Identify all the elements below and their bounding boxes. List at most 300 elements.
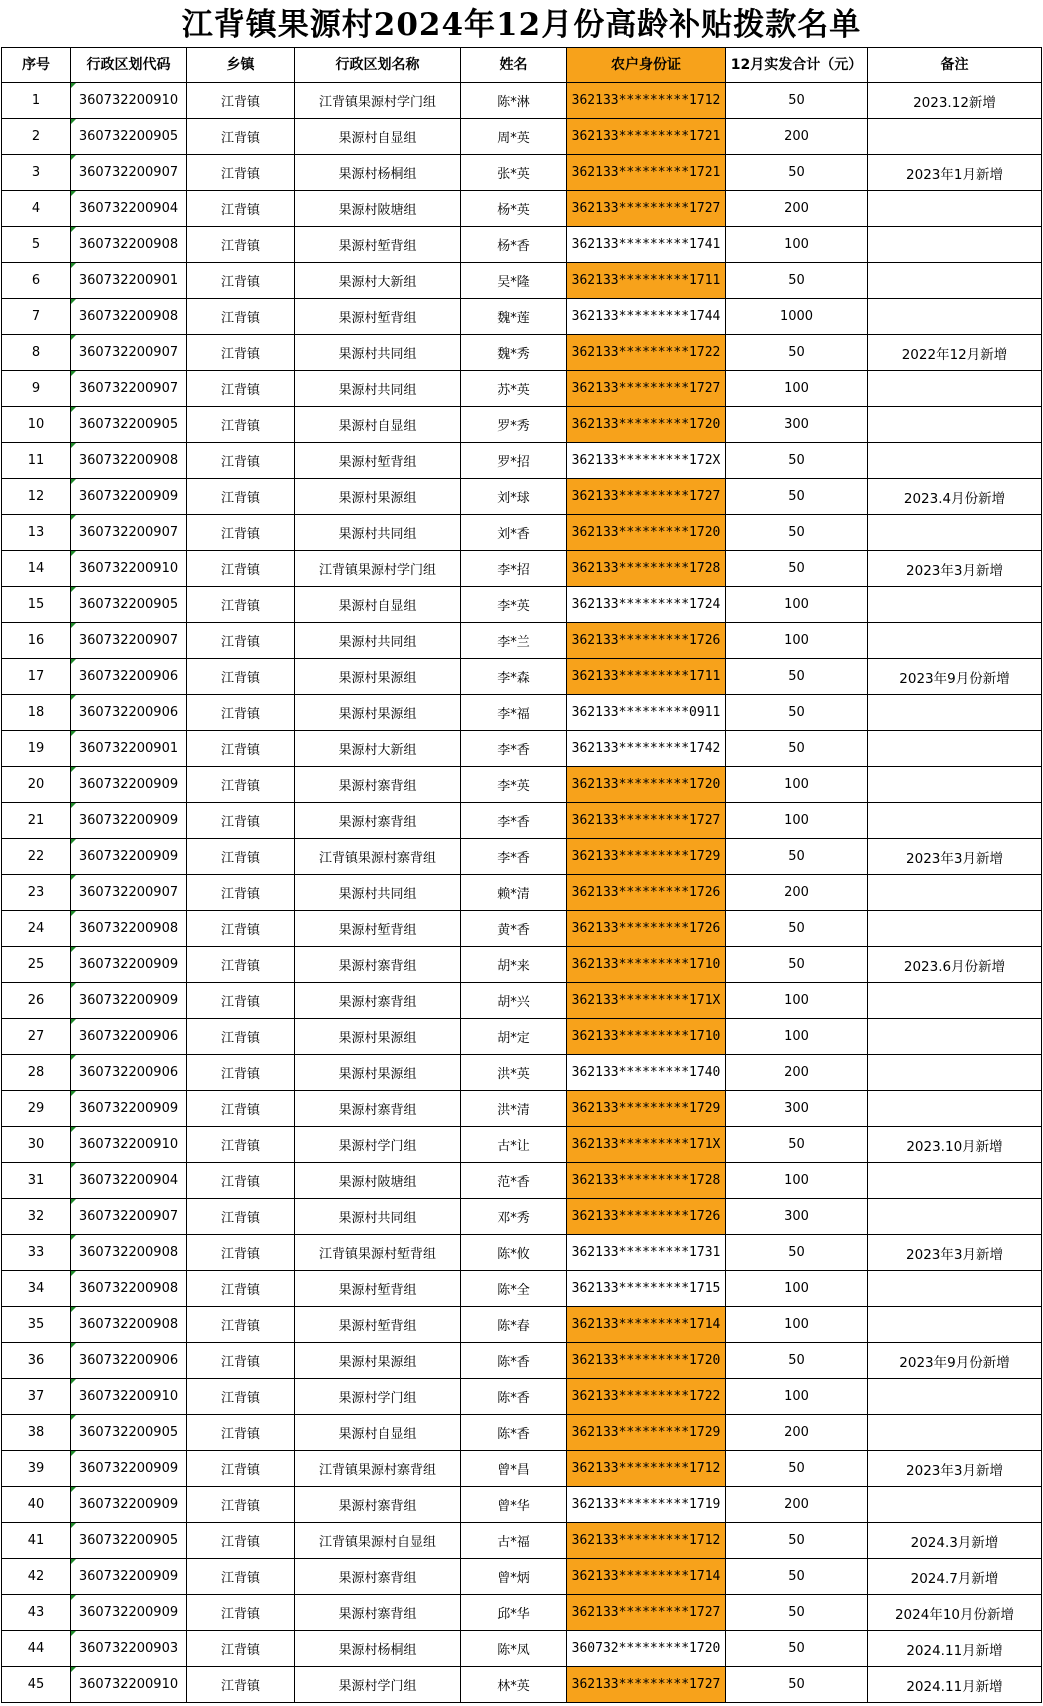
cell-note[interactable] bbox=[868, 1163, 1042, 1199]
cell-note[interactable] bbox=[868, 119, 1042, 155]
cell-town[interactable]: 江背镇 bbox=[187, 1055, 295, 1091]
cell-id[interactable]: 362133*********1715 bbox=[567, 1271, 726, 1307]
cell-note[interactable]: 2023.6月份新增 bbox=[868, 947, 1042, 983]
cell-town[interactable]: 江背镇 bbox=[187, 1487, 295, 1523]
cell-id[interactable]: 362133*********1726 bbox=[567, 1199, 726, 1235]
cell-area[interactable]: 果源村寨背组 bbox=[295, 1595, 461, 1631]
cell-id[interactable]: 362133*********1742 bbox=[567, 731, 726, 767]
cell-id[interactable]: 362133*********1727 bbox=[567, 803, 726, 839]
cell-name[interactable]: 邱*华 bbox=[461, 1595, 567, 1631]
cell-name[interactable]: 陈*春 bbox=[461, 1307, 567, 1343]
cell-code[interactable]: 360732200910 bbox=[71, 1127, 187, 1163]
cell-note[interactable] bbox=[868, 587, 1042, 623]
cell-id[interactable]: 362133*********1720 bbox=[567, 767, 726, 803]
cell-no[interactable]: 2 bbox=[2, 119, 71, 155]
cell-id[interactable]: 362133*********1740 bbox=[567, 1055, 726, 1091]
cell-area[interactable]: 果源村大新组 bbox=[295, 263, 461, 299]
cell-amount[interactable]: 50 bbox=[726, 1559, 868, 1595]
cell-name[interactable]: 李*香 bbox=[461, 731, 567, 767]
cell-id[interactable]: 362133*********1726 bbox=[567, 623, 726, 659]
cell-code[interactable]: 360732200909 bbox=[71, 479, 187, 515]
cell-code[interactable]: 360732200906 bbox=[71, 695, 187, 731]
cell-town[interactable]: 江背镇 bbox=[187, 659, 295, 695]
cell-code[interactable]: 360732200908 bbox=[71, 911, 187, 947]
cell-amount[interactable]: 100 bbox=[726, 1379, 868, 1415]
cell-id[interactable]: 362133*********1726 bbox=[567, 911, 726, 947]
cell-no[interactable]: 11 bbox=[2, 443, 71, 479]
cell-note[interactable]: 2023年9月份新增 bbox=[868, 1343, 1042, 1379]
cell-area[interactable]: 果源村杨桐组 bbox=[295, 155, 461, 191]
cell-amount[interactable]: 50 bbox=[726, 1523, 868, 1559]
cell-amount[interactable]: 1000 bbox=[726, 299, 868, 335]
cell-code[interactable]: 360732200908 bbox=[71, 227, 187, 263]
cell-code[interactable]: 360732200908 bbox=[71, 299, 187, 335]
cell-town[interactable]: 江背镇 bbox=[187, 1415, 295, 1451]
cell-id[interactable]: 362133*********1731 bbox=[567, 1235, 726, 1271]
cell-note[interactable]: 2023.4月份新增 bbox=[868, 479, 1042, 515]
cell-name[interactable]: 古*让 bbox=[461, 1127, 567, 1163]
cell-id[interactable]: 362133*********1720 bbox=[567, 515, 726, 551]
cell-name[interactable]: 陈*凤 bbox=[461, 1631, 567, 1667]
cell-town[interactable]: 江背镇 bbox=[187, 479, 295, 515]
cell-name[interactable]: 古*福 bbox=[461, 1523, 567, 1559]
cell-amount[interactable]: 50 bbox=[726, 911, 868, 947]
cell-code[interactable]: 360732200908 bbox=[71, 1235, 187, 1271]
cell-note[interactable] bbox=[868, 1307, 1042, 1343]
cell-code[interactable]: 360732200905 bbox=[71, 119, 187, 155]
cell-note[interactable] bbox=[868, 983, 1042, 1019]
cell-note[interactable] bbox=[868, 1415, 1042, 1451]
cell-no[interactable]: 39 bbox=[2, 1451, 71, 1487]
cell-area[interactable]: 果源村共同组 bbox=[295, 623, 461, 659]
cell-no[interactable]: 34 bbox=[2, 1271, 71, 1307]
cell-no[interactable]: 13 bbox=[2, 515, 71, 551]
cell-note[interactable] bbox=[868, 515, 1042, 551]
cell-name[interactable]: 陈*香 bbox=[461, 1379, 567, 1415]
cell-name[interactable]: 洪*英 bbox=[461, 1055, 567, 1091]
cell-code[interactable]: 360732200909 bbox=[71, 947, 187, 983]
cell-id[interactable]: 362133*********1729 bbox=[567, 1415, 726, 1451]
cell-name[interactable]: 曾*炳 bbox=[461, 1559, 567, 1595]
cell-town[interactable]: 江背镇 bbox=[187, 119, 295, 155]
cell-id[interactable]: 362133*********1712 bbox=[567, 83, 726, 119]
cell-id[interactable]: 362133*********1710 bbox=[567, 947, 726, 983]
cell-id[interactable]: 362133*********1724 bbox=[567, 587, 726, 623]
cell-note[interactable] bbox=[868, 1379, 1042, 1415]
cell-name[interactable]: 林*英 bbox=[461, 1667, 567, 1703]
cell-code[interactable]: 360732200906 bbox=[71, 1055, 187, 1091]
cell-no[interactable]: 33 bbox=[2, 1235, 71, 1271]
cell-town[interactable]: 江背镇 bbox=[187, 623, 295, 659]
cell-area[interactable]: 果源村堑背组 bbox=[295, 299, 461, 335]
cell-amount[interactable]: 100 bbox=[726, 623, 868, 659]
cell-name[interactable]: 李*英 bbox=[461, 587, 567, 623]
cell-code[interactable]: 360732200909 bbox=[71, 1451, 187, 1487]
cell-town[interactable]: 江背镇 bbox=[187, 1631, 295, 1667]
cell-town[interactable]: 江背镇 bbox=[187, 1199, 295, 1235]
cell-town[interactable]: 江背镇 bbox=[187, 1595, 295, 1631]
cell-no[interactable]: 31 bbox=[2, 1163, 71, 1199]
cell-area[interactable]: 果源村学门组 bbox=[295, 1379, 461, 1415]
cell-no[interactable]: 16 bbox=[2, 623, 71, 659]
cell-code[interactable]: 360732200904 bbox=[71, 1163, 187, 1199]
cell-note[interactable] bbox=[868, 695, 1042, 731]
cell-code[interactable]: 360732200908 bbox=[71, 1307, 187, 1343]
cell-note[interactable] bbox=[868, 407, 1042, 443]
cell-amount[interactable]: 100 bbox=[726, 587, 868, 623]
cell-name[interactable]: 范*香 bbox=[461, 1163, 567, 1199]
cell-code[interactable]: 360732200905 bbox=[71, 1415, 187, 1451]
cell-no[interactable]: 7 bbox=[2, 299, 71, 335]
cell-area[interactable]: 果源村寨背组 bbox=[295, 767, 461, 803]
cell-code[interactable]: 360732200909 bbox=[71, 767, 187, 803]
cell-town[interactable]: 江背镇 bbox=[187, 335, 295, 371]
cell-no[interactable]: 36 bbox=[2, 1343, 71, 1379]
cell-no[interactable]: 25 bbox=[2, 947, 71, 983]
cell-area[interactable]: 果源村寨背组 bbox=[295, 803, 461, 839]
cell-note[interactable] bbox=[868, 443, 1042, 479]
cell-amount[interactable]: 300 bbox=[726, 1199, 868, 1235]
cell-amount[interactable]: 50 bbox=[726, 1667, 868, 1703]
cell-name[interactable]: 洪*清 bbox=[461, 1091, 567, 1127]
cell-no[interactable]: 29 bbox=[2, 1091, 71, 1127]
cell-amount[interactable]: 200 bbox=[726, 1487, 868, 1523]
cell-area[interactable]: 果源村自显组 bbox=[295, 1415, 461, 1451]
cell-name[interactable]: 李*香 bbox=[461, 803, 567, 839]
cell-note[interactable] bbox=[868, 1019, 1042, 1055]
cell-town[interactable]: 江背镇 bbox=[187, 263, 295, 299]
cell-code[interactable]: 360732200905 bbox=[71, 407, 187, 443]
cell-area[interactable]: 果源村堑背组 bbox=[295, 1307, 461, 1343]
cell-amount[interactable]: 50 bbox=[726, 1127, 868, 1163]
cell-id[interactable]: 362133*********1721 bbox=[567, 155, 726, 191]
cell-code[interactable]: 360732200905 bbox=[71, 587, 187, 623]
cell-amount[interactable]: 50 bbox=[726, 1631, 868, 1667]
cell-amount[interactable]: 100 bbox=[726, 227, 868, 263]
cell-name[interactable]: 苏*英 bbox=[461, 371, 567, 407]
cell-no[interactable]: 3 bbox=[2, 155, 71, 191]
cell-area[interactable]: 果源村堑背组 bbox=[295, 1271, 461, 1307]
cell-no[interactable]: 42 bbox=[2, 1559, 71, 1595]
cell-amount[interactable]: 50 bbox=[726, 335, 868, 371]
cell-area[interactable]: 江背镇果源村学门组 bbox=[295, 551, 461, 587]
cell-town[interactable]: 江背镇 bbox=[187, 587, 295, 623]
cell-name[interactable]: 魏*莲 bbox=[461, 299, 567, 335]
cell-code[interactable]: 360732200909 bbox=[71, 1559, 187, 1595]
cell-town[interactable]: 江背镇 bbox=[187, 1379, 295, 1415]
cell-town[interactable]: 江背镇 bbox=[187, 1127, 295, 1163]
cell-note[interactable] bbox=[868, 299, 1042, 335]
cell-area[interactable]: 果源村自显组 bbox=[295, 119, 461, 155]
cell-note[interactable]: 2024.3月新增 bbox=[868, 1523, 1042, 1559]
cell-amount[interactable]: 100 bbox=[726, 1307, 868, 1343]
cell-town[interactable]: 江背镇 bbox=[187, 1307, 295, 1343]
cell-note[interactable] bbox=[868, 875, 1042, 911]
cell-area[interactable]: 果源村果源组 bbox=[295, 1019, 461, 1055]
cell-area[interactable]: 果源村共同组 bbox=[295, 371, 461, 407]
cell-town[interactable]: 江背镇 bbox=[187, 911, 295, 947]
cell-area[interactable]: 江背镇果源村寨背组 bbox=[295, 1451, 461, 1487]
cell-id[interactable]: 362133*********1712 bbox=[567, 1523, 726, 1559]
cell-code[interactable]: 360732200910 bbox=[71, 1379, 187, 1415]
cell-no[interactable]: 12 bbox=[2, 479, 71, 515]
cell-name[interactable]: 李*兰 bbox=[461, 623, 567, 659]
cell-no[interactable]: 15 bbox=[2, 587, 71, 623]
cell-no[interactable]: 5 bbox=[2, 227, 71, 263]
cell-name[interactable]: 罗*招 bbox=[461, 443, 567, 479]
cell-id[interactable]: 362133*********1727 bbox=[567, 1595, 726, 1631]
cell-amount[interactable]: 50 bbox=[726, 515, 868, 551]
cell-town[interactable]: 江背镇 bbox=[187, 731, 295, 767]
cell-no[interactable]: 44 bbox=[2, 1631, 71, 1667]
cell-no[interactable]: 38 bbox=[2, 1415, 71, 1451]
cell-town[interactable]: 江背镇 bbox=[187, 1559, 295, 1595]
cell-town[interactable]: 江背镇 bbox=[187, 407, 295, 443]
cell-amount[interactable]: 50 bbox=[726, 1235, 868, 1271]
cell-town[interactable]: 江背镇 bbox=[187, 515, 295, 551]
cell-name[interactable]: 曾*昌 bbox=[461, 1451, 567, 1487]
cell-name[interactable]: 吴*隆 bbox=[461, 263, 567, 299]
cell-amount[interactable]: 200 bbox=[726, 875, 868, 911]
cell-amount[interactable]: 50 bbox=[726, 695, 868, 731]
cell-amount[interactable]: 50 bbox=[726, 551, 868, 587]
cell-amount[interactable]: 300 bbox=[726, 407, 868, 443]
cell-id[interactable]: 362133*********1729 bbox=[567, 839, 726, 875]
cell-note[interactable]: 2024年10月份新增 bbox=[868, 1595, 1042, 1631]
cell-no[interactable]: 40 bbox=[2, 1487, 71, 1523]
cell-note[interactable] bbox=[868, 1271, 1042, 1307]
cell-note[interactable]: 2023年9月份新增 bbox=[868, 659, 1042, 695]
cell-name[interactable]: 陈*香 bbox=[461, 1415, 567, 1451]
cell-code[interactable]: 360732200907 bbox=[71, 623, 187, 659]
cell-area[interactable]: 果源村共同组 bbox=[295, 335, 461, 371]
cell-no[interactable]: 30 bbox=[2, 1127, 71, 1163]
cell-area[interactable]: 果源村堑背组 bbox=[295, 443, 461, 479]
cell-code[interactable]: 360732200905 bbox=[71, 1523, 187, 1559]
cell-town[interactable]: 江背镇 bbox=[187, 299, 295, 335]
cell-code[interactable]: 360732200907 bbox=[71, 875, 187, 911]
cell-area[interactable]: 果源村自显组 bbox=[295, 587, 461, 623]
cell-amount[interactable]: 50 bbox=[726, 155, 868, 191]
cell-area[interactable]: 江背镇果源村寨背组 bbox=[295, 839, 461, 875]
cell-amount[interactable]: 50 bbox=[726, 1595, 868, 1631]
cell-code[interactable]: 360732200909 bbox=[71, 983, 187, 1019]
cell-area[interactable]: 果源村陂塘组 bbox=[295, 1163, 461, 1199]
cell-name[interactable]: 胡*定 bbox=[461, 1019, 567, 1055]
cell-amount[interactable]: 100 bbox=[726, 1271, 868, 1307]
cell-amount[interactable]: 50 bbox=[726, 947, 868, 983]
cell-town[interactable]: 江背镇 bbox=[187, 1163, 295, 1199]
cell-town[interactable]: 江背镇 bbox=[187, 1667, 295, 1703]
cell-area[interactable]: 果源村果源组 bbox=[295, 659, 461, 695]
cell-name[interactable]: 胡*兴 bbox=[461, 983, 567, 1019]
cell-name[interactable]: 曾*华 bbox=[461, 1487, 567, 1523]
cell-area[interactable]: 果源村共同组 bbox=[295, 515, 461, 551]
cell-no[interactable]: 18 bbox=[2, 695, 71, 731]
cell-id[interactable]: 362133*********1727 bbox=[567, 1667, 726, 1703]
cell-no[interactable]: 24 bbox=[2, 911, 71, 947]
cell-code[interactable]: 360732200907 bbox=[71, 155, 187, 191]
cell-id[interactable]: 362133*********1712 bbox=[567, 1451, 726, 1487]
cell-note[interactable]: 2022年12月新增 bbox=[868, 335, 1042, 371]
cell-area[interactable]: 果源村寨背组 bbox=[295, 947, 461, 983]
cell-town[interactable]: 江背镇 bbox=[187, 227, 295, 263]
cell-area[interactable]: 果源村共同组 bbox=[295, 875, 461, 911]
cell-town[interactable]: 江背镇 bbox=[187, 695, 295, 731]
cell-name[interactable]: 李*香 bbox=[461, 839, 567, 875]
cell-town[interactable]: 江背镇 bbox=[187, 803, 295, 839]
cell-id[interactable]: 362133*********1726 bbox=[567, 875, 726, 911]
cell-area[interactable]: 果源村堑背组 bbox=[295, 911, 461, 947]
cell-town[interactable]: 江背镇 bbox=[187, 1523, 295, 1559]
cell-amount[interactable]: 200 bbox=[726, 1055, 868, 1091]
cell-id[interactable]: 362133*********1728 bbox=[567, 551, 726, 587]
cell-code[interactable]: 360732200907 bbox=[71, 371, 187, 407]
cell-no[interactable]: 10 bbox=[2, 407, 71, 443]
cell-id[interactable]: 362133*********1714 bbox=[567, 1307, 726, 1343]
cell-town[interactable]: 江背镇 bbox=[187, 1235, 295, 1271]
cell-code[interactable]: 360732200901 bbox=[71, 731, 187, 767]
cell-no[interactable]: 4 bbox=[2, 191, 71, 227]
cell-no[interactable]: 45 bbox=[2, 1667, 71, 1703]
cell-no[interactable]: 32 bbox=[2, 1199, 71, 1235]
cell-town[interactable]: 江背镇 bbox=[187, 155, 295, 191]
cell-no[interactable]: 23 bbox=[2, 875, 71, 911]
cell-area[interactable]: 果源村寨背组 bbox=[295, 1487, 461, 1523]
cell-name[interactable]: 刘*香 bbox=[461, 515, 567, 551]
cell-id[interactable]: 362133*********1728 bbox=[567, 1163, 726, 1199]
cell-area[interactable]: 果源村寨背组 bbox=[295, 983, 461, 1019]
cell-amount[interactable]: 200 bbox=[726, 119, 868, 155]
cell-id[interactable]: 362133*********171X bbox=[567, 983, 726, 1019]
cell-amount[interactable]: 100 bbox=[726, 1163, 868, 1199]
cell-town[interactable]: 江背镇 bbox=[187, 767, 295, 803]
cell-note[interactable] bbox=[868, 371, 1042, 407]
cell-note[interactable] bbox=[868, 1091, 1042, 1127]
cell-note[interactable]: 2023年3月新增 bbox=[868, 839, 1042, 875]
cell-amount[interactable]: 100 bbox=[726, 1019, 868, 1055]
cell-no[interactable]: 14 bbox=[2, 551, 71, 587]
cell-amount[interactable]: 200 bbox=[726, 191, 868, 227]
cell-area[interactable]: 果源村堑背组 bbox=[295, 227, 461, 263]
cell-name[interactable]: 李*福 bbox=[461, 695, 567, 731]
cell-note[interactable]: 2023年1月新增 bbox=[868, 155, 1042, 191]
cell-area[interactable]: 果源村果源组 bbox=[295, 1055, 461, 1091]
cell-note[interactable]: 2023.10月新增 bbox=[868, 1127, 1042, 1163]
cell-code[interactable]: 360732200904 bbox=[71, 191, 187, 227]
cell-note[interactable] bbox=[868, 191, 1042, 227]
cell-no[interactable]: 19 bbox=[2, 731, 71, 767]
cell-amount[interactable]: 100 bbox=[726, 983, 868, 1019]
cell-amount[interactable]: 50 bbox=[726, 263, 868, 299]
cell-no[interactable]: 17 bbox=[2, 659, 71, 695]
cell-amount[interactable]: 50 bbox=[726, 1451, 868, 1487]
cell-town[interactable]: 江背镇 bbox=[187, 83, 295, 119]
cell-town[interactable]: 江背镇 bbox=[187, 1271, 295, 1307]
cell-area[interactable]: 果源村寨背组 bbox=[295, 1091, 461, 1127]
column-header-area[interactable]: 行政区划名称 bbox=[295, 48, 461, 83]
cell-code[interactable]: 360732200908 bbox=[71, 443, 187, 479]
cell-name[interactable]: 陈*全 bbox=[461, 1271, 567, 1307]
cell-area[interactable]: 江背镇果源村学门组 bbox=[295, 83, 461, 119]
cell-code[interactable]: 360732200910 bbox=[71, 83, 187, 119]
cell-name[interactable]: 杨*英 bbox=[461, 191, 567, 227]
cell-note[interactable] bbox=[868, 1199, 1042, 1235]
cell-amount[interactable]: 50 bbox=[726, 479, 868, 515]
cell-note[interactable] bbox=[868, 731, 1042, 767]
cell-amount[interactable]: 50 bbox=[726, 1343, 868, 1379]
column-header-no[interactable]: 序号 bbox=[2, 48, 71, 83]
cell-note[interactable]: 2024.7月新增 bbox=[868, 1559, 1042, 1595]
cell-name[interactable]: 赖*清 bbox=[461, 875, 567, 911]
cell-no[interactable]: 9 bbox=[2, 371, 71, 407]
cell-town[interactable]: 江背镇 bbox=[187, 191, 295, 227]
cell-note[interactable]: 2024.11月新增 bbox=[868, 1667, 1042, 1703]
cell-id[interactable]: 362133*********1721 bbox=[567, 119, 726, 155]
cell-town[interactable]: 江背镇 bbox=[187, 875, 295, 911]
cell-code[interactable]: 360732200909 bbox=[71, 1595, 187, 1631]
cell-amount[interactable]: 50 bbox=[726, 443, 868, 479]
cell-name[interactable]: 魏*秀 bbox=[461, 335, 567, 371]
column-header-amount[interactable]: 12月实发合计（元） bbox=[726, 48, 868, 83]
cell-no[interactable]: 37 bbox=[2, 1379, 71, 1415]
cell-area[interactable]: 果源村陂塘组 bbox=[295, 191, 461, 227]
cell-note[interactable]: 2024.11月新增 bbox=[868, 1631, 1042, 1667]
cell-amount[interactable]: 100 bbox=[726, 767, 868, 803]
cell-code[interactable]: 360732200907 bbox=[71, 515, 187, 551]
column-header-id[interactable]: 农户身份证 bbox=[567, 48, 726, 83]
cell-note[interactable]: 2023年3月新增 bbox=[868, 1451, 1042, 1487]
cell-id[interactable]: 360732*********1720 bbox=[567, 1631, 726, 1667]
cell-amount[interactable]: 50 bbox=[726, 839, 868, 875]
column-header-note[interactable]: 备注 bbox=[868, 48, 1042, 83]
cell-code[interactable]: 360732200910 bbox=[71, 551, 187, 587]
cell-town[interactable]: 江背镇 bbox=[187, 1451, 295, 1487]
cell-code[interactable]: 360732200906 bbox=[71, 1019, 187, 1055]
cell-code[interactable]: 360732200909 bbox=[71, 1487, 187, 1523]
cell-name[interactable]: 杨*香 bbox=[461, 227, 567, 263]
cell-amount[interactable]: 100 bbox=[726, 803, 868, 839]
cell-code[interactable]: 360732200909 bbox=[71, 1091, 187, 1127]
cell-id[interactable]: 362133*********1711 bbox=[567, 659, 726, 695]
cell-name[interactable]: 李*招 bbox=[461, 551, 567, 587]
cell-area[interactable]: 江背镇果源村堑背组 bbox=[295, 1235, 461, 1271]
cell-id[interactable]: 362133*********0911 bbox=[567, 695, 726, 731]
cell-no[interactable]: 26 bbox=[2, 983, 71, 1019]
cell-name[interactable]: 陈*淋 bbox=[461, 83, 567, 119]
cell-area[interactable]: 果源村共同组 bbox=[295, 1199, 461, 1235]
cell-id[interactable]: 362133*********1729 bbox=[567, 1091, 726, 1127]
cell-id[interactable]: 362133*********1714 bbox=[567, 1559, 726, 1595]
cell-area[interactable]: 果源村寨背组 bbox=[295, 1559, 461, 1595]
cell-note[interactable] bbox=[868, 1055, 1042, 1091]
cell-area[interactable]: 果源村大新组 bbox=[295, 731, 461, 767]
cell-name[interactable]: 胡*来 bbox=[461, 947, 567, 983]
cell-no[interactable]: 28 bbox=[2, 1055, 71, 1091]
cell-no[interactable]: 6 bbox=[2, 263, 71, 299]
cell-note[interactable]: 2023.12新增 bbox=[868, 83, 1042, 119]
cell-no[interactable]: 8 bbox=[2, 335, 71, 371]
cell-area[interactable]: 江背镇果源村自显组 bbox=[295, 1523, 461, 1559]
cell-amount[interactable]: 50 bbox=[726, 659, 868, 695]
column-header-name[interactable]: 姓名 bbox=[461, 48, 567, 83]
cell-note[interactable] bbox=[868, 227, 1042, 263]
cell-town[interactable]: 江背镇 bbox=[187, 1019, 295, 1055]
cell-town[interactable]: 江背镇 bbox=[187, 1091, 295, 1127]
cell-town[interactable]: 江背镇 bbox=[187, 551, 295, 587]
cell-code[interactable]: 360732200906 bbox=[71, 1343, 187, 1379]
cell-code[interactable]: 360732200910 bbox=[71, 1667, 187, 1703]
